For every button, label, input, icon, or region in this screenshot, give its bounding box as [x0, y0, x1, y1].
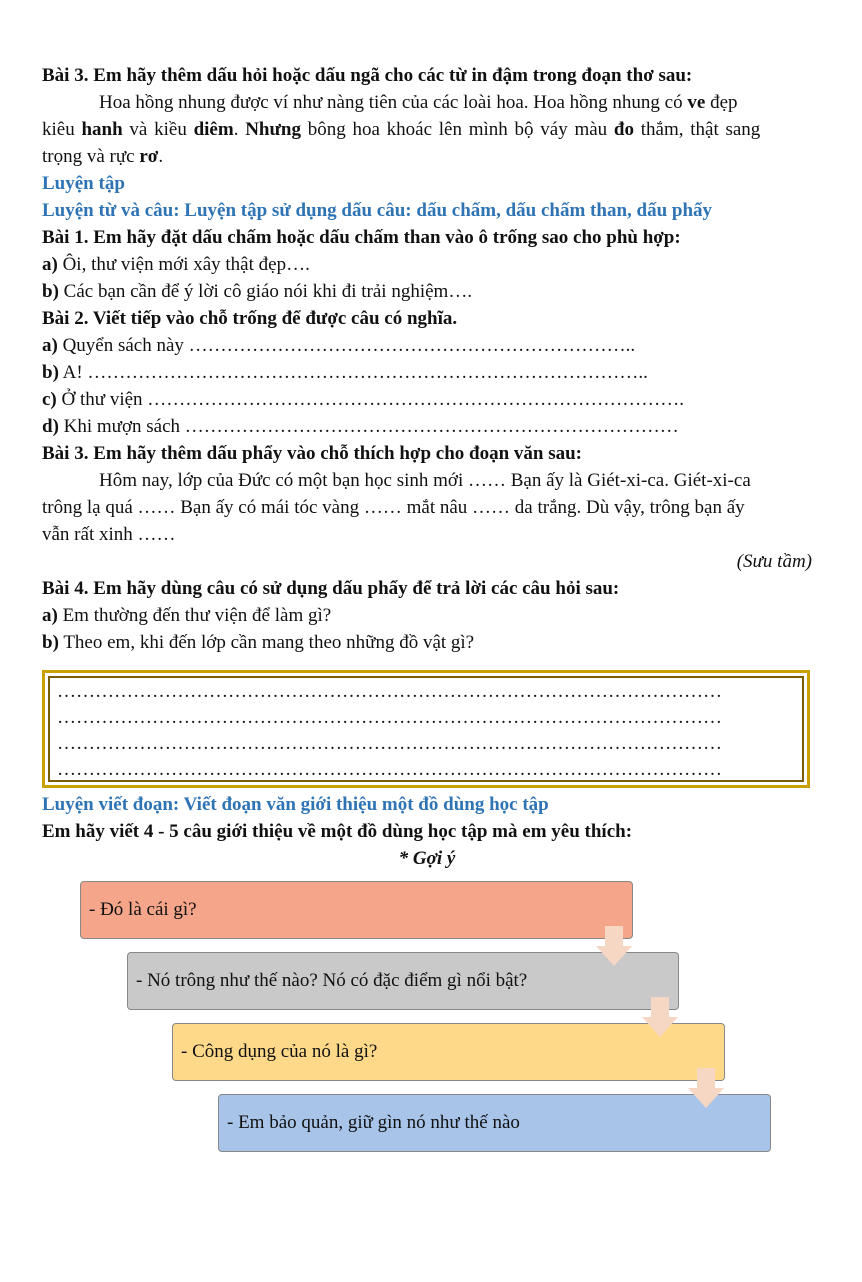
- down-arrow-icon: [688, 1068, 724, 1108]
- bai3a-paragraph-line-1: Hoa hồng nhung được ví như nàng tiên của các loài hoa. Hoa hồng nhung có ve đẹp: [99, 92, 738, 113]
- bold-word-diem: diêm: [193, 119, 234, 140]
- bai3b-paragraph-line-3: vẫn rất xinh ……: [42, 524, 176, 545]
- writing-section: [42, 791, 812, 872]
- bai4-item-b: b) Theo em, khi đến lớp cần mang theo những đồ vật gì?: [42, 632, 475, 653]
- answer-line-1[interactable]: ……………………………………………………………………………………………: [57, 681, 722, 702]
- worksheet-page: [42, 62, 812, 656]
- bai3a-paragraph-line-2: kiêu hanh và kiều diêm. Nhưng bông hoa khoác lên mình bộ váy màu đo thắm, thật sang: [42, 119, 761, 140]
- down-arrow-icon: [596, 926, 632, 966]
- bold-word-ve: ve: [687, 92, 706, 113]
- bai3a-title: Bài 3. Em hãy thêm dấu hỏi hoặc dấu ngã cho các từ in đậm trong đoạn thơ sau:: [42, 65, 693, 86]
- step-text-2: - Nó trông như thế nào? Nó có đặc điểm gì nổi bật?: [136, 970, 528, 991]
- bai4-title: Bài 4. Em hãy dùng câu có sử dụng dấu phẩy để trả lời các câu hỏi sau:: [42, 578, 620, 599]
- answer-line-3[interactable]: ……………………………………………………………………………………………: [57, 733, 722, 754]
- answer-frame: [42, 670, 810, 788]
- bold-word-ro: rơ: [139, 146, 159, 167]
- bold-word-hanh: hanh: [81, 119, 123, 140]
- arrow-shape-2: [642, 997, 678, 1037]
- bold-word-do: đo: [613, 119, 634, 140]
- bai1-title: Bài 1. Em hãy đặt dấu chấm hoặc dấu chấm than vào ô trống sao cho phù hợp:: [42, 227, 681, 248]
- heading-luyen-viet-doan: Luyện viết đoạn: Viết đoạn văn giới thiệu một đồ dùng học tập: [42, 794, 549, 815]
- answer-line-2[interactable]: ……………………………………………………………………………………………: [57, 707, 722, 728]
- bai2-title: Bài 2. Viết tiếp vào chỗ trống để được câu có nghĩa.: [42, 308, 458, 329]
- source-note: (Sưu tầm): [736, 551, 812, 572]
- bold-word-nhung: Nhưng: [245, 119, 301, 140]
- step-text-3: - Công dụng của nó là gì?: [181, 1041, 378, 1062]
- bai2-item-b: b) A! ……………………………………………………………………………..: [42, 362, 648, 383]
- arrow-shape-3: [688, 1068, 724, 1108]
- step-text-4: - Em bảo quản, giữ gìn nó như thế nào: [227, 1112, 520, 1133]
- bai3b-title: Bài 3. Em hãy thêm dấu phẩy vào chỗ thích hợp cho đoạn văn sau:: [42, 443, 583, 464]
- heading-luyen-tap: Luyện tập: [42, 173, 125, 194]
- down-arrow-icon: [642, 997, 678, 1037]
- bai3b-paragraph-line-2: trông lạ quá …… Bạn ấy có mái tóc vàng …… mắt nâu …… da trắng. Dù vậy, trông bạn ấy: [42, 497, 745, 518]
- step-text-1: - Đó là cái gì?: [89, 899, 197, 920]
- bai1-item-b: b) Các bạn cần để ý lời cô giáo nói khi đi trải nghiệm….: [42, 281, 473, 302]
- bai3b-paragraph-line-1: Hôm nay, lớp của Đức có một bạn học sinh mới …… Bạn ấy là Giét-xi-ca. Giét-xi-ca: [99, 470, 751, 491]
- bai3a-paragraph-line-3: trọng và rực rơ.: [42, 146, 164, 167]
- bai1-item-a: a) Ôi, thư viện mới xây thật đẹp….: [42, 254, 310, 275]
- bai2-item-d: d) Khi mượn sách ……………………………………………………………………: [42, 416, 679, 437]
- bai2-item-c: c) Ở thư viện ………………………………………………………………………….: [42, 389, 685, 410]
- bai4-item-a: a) Em thường đến thư viện để làm gì?: [42, 605, 332, 626]
- bai2-item-a: a) Quyển sách này ……………………………………………………………..: [42, 335, 636, 356]
- arrow-shape-1: [596, 926, 632, 966]
- viet-doan-task: Em hãy viết 4 - 5 câu giới thiệu về một đồ dùng học tập mà em yêu thích:: [42, 821, 633, 842]
- heading-luyen-tu-va-cau: Luyện từ và câu: Luyện tập sử dụng dấu câu: dấu chấm, dấu chấm than, dấu phẩy: [42, 200, 713, 221]
- goi-y-label: * Gợi ý: [398, 848, 456, 869]
- answer-line-4[interactable]: ……………………………………………………………………………………………: [57, 759, 722, 780]
- step-box-1: [80, 881, 633, 939]
